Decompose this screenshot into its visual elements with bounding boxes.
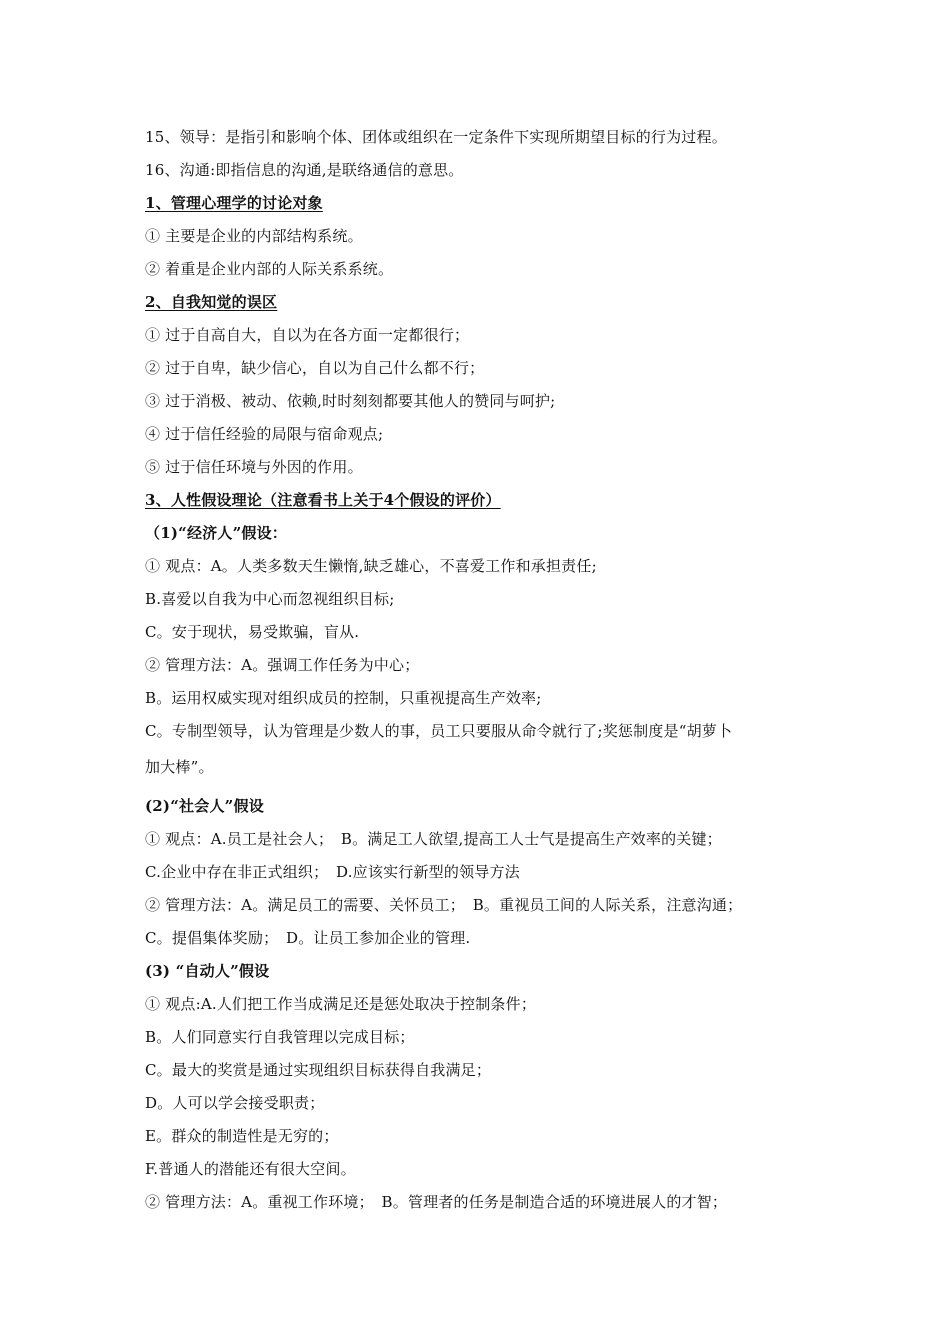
list-item: ⑤ 过于信任环境与外因的作用。 bbox=[145, 458, 363, 476]
list-item: ② 过于自卑，缺少信心，自以为自己什么都不行； bbox=[145, 359, 485, 377]
section-heading-human-nature: 3、人性假设理论（注意看书上关于4个假设的评价） bbox=[145, 491, 501, 509]
document-body bbox=[145, 121, 825, 1219]
section-heading-research-object: 1、管理心理学的讨论对象 bbox=[145, 194, 323, 212]
list-item: D。人可以学会接受职责； bbox=[145, 1094, 325, 1112]
list-item: ② 管理方法：A。强调工作任务为中心； bbox=[145, 656, 420, 674]
list-item: ① 观点：A。人类多数天生懒惰,缺乏雄心，不喜爱工作和承担责任; bbox=[145, 557, 597, 575]
list-item: B。运用权威实现对组织成员的控制，只重视提高生产效率; bbox=[145, 689, 542, 707]
definition-leadership: 15、领导：是指引和影响个体、团体或组织在一定条件下实现所期望目标的行为过程。 bbox=[145, 128, 727, 146]
definition-communication: 16、沟通:即指信息的沟通,是联络通信的意思。 bbox=[145, 161, 464, 179]
list-item: C。安于现状，易受欺骗，盲从. bbox=[145, 623, 360, 641]
list-item: ② 管理方法：A。重视工作环境； B。管理者的任务是制造合适的环境进展人的才智； bbox=[145, 1193, 728, 1211]
list-item: C。提倡集体奖励； D。让员工参加企业的管理. bbox=[145, 929, 471, 947]
subheading-self-actualizing-man: (3) “自动人”假设 bbox=[145, 962, 270, 980]
list-item: B。人们同意实行自我管理以完成目标； bbox=[145, 1028, 415, 1046]
list-item: C.企业中存在非正式组织； D.应该实行新型的领导方法 bbox=[145, 863, 520, 881]
list-item: E。群众的制造性是无穷的； bbox=[145, 1127, 339, 1145]
list-item: ① 过于自高自大，自以为在各方面一定都很行； bbox=[145, 326, 470, 344]
list-item: B.喜爱以自我为中心而忽视组织目标; bbox=[145, 590, 395, 608]
list-item: ② 管理方法：A。满足员工的需要、关怀员工； B。重视员工间的人际关系，注意沟通； bbox=[145, 896, 743, 914]
list-item: C。最大的奖赏是通过实现组织目标获得自我满足； bbox=[145, 1061, 492, 1079]
list-item: ① 观点:A.人们把工作当成满足还是惩处取决于控制条件； bbox=[145, 995, 537, 1013]
list-item: F.普通人的潜能还有很大空间。 bbox=[145, 1160, 356, 1178]
list-item: ① 主要是企业的内部结构系统。 bbox=[145, 227, 363, 245]
list-item: C。专制型领导，认为管理是少数人的事，员工只要服从命令就行了;奖惩制度是“胡萝卜 bbox=[145, 722, 733, 740]
list-item-continued: 加大棒”。 bbox=[145, 758, 214, 776]
subheading-social-man: (2)“社会人”假设 bbox=[145, 797, 264, 815]
list-item: ③ 过于消极、被动、依赖,时时刻刻都要其他人的赞同与呵护; bbox=[145, 392, 556, 410]
list-item: ① 观点：A.员工是社会人； B。满足工人欲望,提高工人士气是提高生产效率的关键； bbox=[145, 830, 722, 848]
subheading-economic-man: （1)“经济人”假设： bbox=[145, 524, 287, 542]
section-heading-self-perception: 2、自我知觉的误区 bbox=[145, 293, 278, 311]
list-item: ② 着重是企业内部的人际关系系统。 bbox=[145, 260, 394, 278]
list-item: ④ 过于信任经验的局限与宿命观点; bbox=[145, 425, 384, 443]
